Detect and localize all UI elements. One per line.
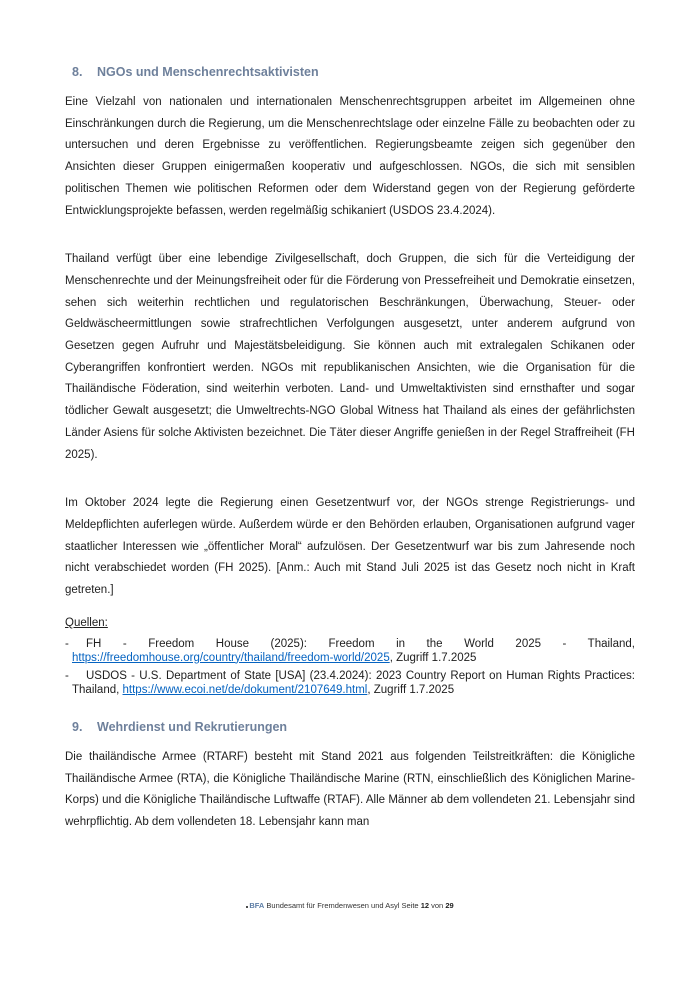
section-9-heading bbox=[65, 719, 635, 735]
sources-label-text: Quellen: bbox=[65, 616, 108, 629]
source-link-freedomhouse[interactable]: https://freedomhouse.org/country/thailand/freedom-world/2025 bbox=[72, 651, 390, 664]
section-8-heading bbox=[65, 64, 635, 80]
footer-page-label: Seite bbox=[401, 901, 419, 910]
source-text-before: USDOS - U.S. Department of State [USA] (23.4.2024): 2023 Country Report on Human Rights Practices: Thailand, bbox=[72, 670, 635, 697]
section-9-title: Wehrdienst und Rekrutierungen bbox=[97, 719, 288, 734]
source-link-ecoi[interactable]: https://www.ecoi.net/de/dokument/2107649.html bbox=[122, 684, 368, 697]
source-item-fh bbox=[65, 638, 635, 666]
source-bullet: - bbox=[65, 670, 69, 683]
bfa-logo-mark-icon bbox=[246, 906, 248, 908]
footer-org-name: Bundesamt für Fremdenwesen und Asyl bbox=[266, 901, 400, 910]
footer-of-label: von bbox=[431, 901, 444, 910]
source-text-before: FH - Freedom House (2025): Freedom in the World 2025 - Thailand, bbox=[86, 637, 635, 650]
source-text-after: , Zugriff 1.7.2025 bbox=[389, 651, 477, 664]
paragraph-ngo-law-draft: Im Oktober 2024 legte die Regierung einen Gesetzentwurf vor, der NGOs strenge Registrierungs- und Meldepflichten auferlegen würde. Außerdem würde er den Behörden erlauben, Organisationen aufgrund vager staatlicher Interessen wie „öffentlicher Moral“ aufzulösen. Der Gesetzentwurf war bis zum Jahresende noch nicht verabschiedet worden (FH 2025). [Anm.: Auch mit Stand Juli 2025 ist das Gesetz noch nicht in Kraft getreten.] bbox=[65, 497, 635, 597]
sources-label bbox=[65, 616, 635, 631]
section-8-title: NGOs und Menschenrechtsaktivisten bbox=[97, 65, 319, 79]
source-item-usdos bbox=[65, 670, 635, 698]
footer-page-number: 12 bbox=[420, 901, 430, 910]
paragraph-civil-society: Thailand verfügt über eine lebendige Zivilgesellschaft, doch Gruppen, die sich für die Verteidigung der Menschenrechte und der Meinungsfreiheit oder für die Förderung von Pressefreiheit und Demokratie einsetzen, sehen sich weiterhin rechtlichen und regulatorischen Beschränkungen, Überwachung, Steuer- oder Geldwäscheermittlungen sowie strafrechtlichen Verfolgungen ausgesetzt, unter anderem aufgrund von Gesetzen gegen Aufruhr und Majestätsbeleidigung. Sie können auch mit extralegalen Schikanen oder Cyberangriffen konfrontiert werden. NGOs mit republikanischen Ansichten, wie die Organisation für die Thailändische Föderation, sind weiterhin verboten. Land- und Umweltaktivisten sind ernsthafter und sogar tödlicher Gewalt ausgesetzt; die Umweltrechts-NGO Global Witness hat Thailand als eines der gefährlichsten Länder Asiens für solche Aktivisten bezeichnet. Die Täter dieser Angriffe genießen in der Regel Straffreiheit (FH 2025). bbox=[65, 253, 635, 461]
footer-total-pages: 29 bbox=[445, 901, 454, 910]
source-text-after: , Zugriff 1.7.2025 bbox=[367, 684, 455, 697]
section-8-number: 8. bbox=[72, 65, 83, 79]
source-bullet: - bbox=[65, 637, 69, 650]
page-footer bbox=[0, 901, 700, 911]
paragraph-military-service: Die thailändische Armee (RTARF) besteht mit Stand 2021 aus folgenden Teilstreitkräften: die Königliche Thailändische Armee (RTA), die Königliche Thailändische Marine (RTN, einschließlich des Königlichen Marine-Korps) und die Königliche Thailändische Luftwaffe (RTAF). Alle Männer ab dem vollendeten 21. Lebensjahr sind wehrpflichtig. Ab dem vollendeten 18. Lebensjahr kann man bbox=[65, 750, 635, 829]
sources-list bbox=[65, 638, 635, 698]
bfa-logo-text: BFA bbox=[249, 901, 265, 910]
paragraph-ngo-overview: Eine Vielzahl von nationalen und internationalen Menschenrechtsgruppen arbeitet im Allgemeinen ohne Einschränkungen durch die Regierung, um die Menschenrechtslage oder einzelne Fälle zu beobachten oder zu untersuchen und deren Ergebnisse zu veröffentlichen. Regierungsbeamte zeigen sich gegenüber den Ansichten dieser Gruppen einigermaßen kooperativ und aufgeschlossen. NGOs, die sich mit sensiblen politischen Themen wie politischen Reformen oder dem Widerstand gegen von der Regierung geförderte Entwicklungsprojekte befassen, werden regelmäßig schikaniert (USDOS 23.4.2024). bbox=[65, 96, 635, 217]
section-9-number: 9. bbox=[72, 719, 83, 734]
